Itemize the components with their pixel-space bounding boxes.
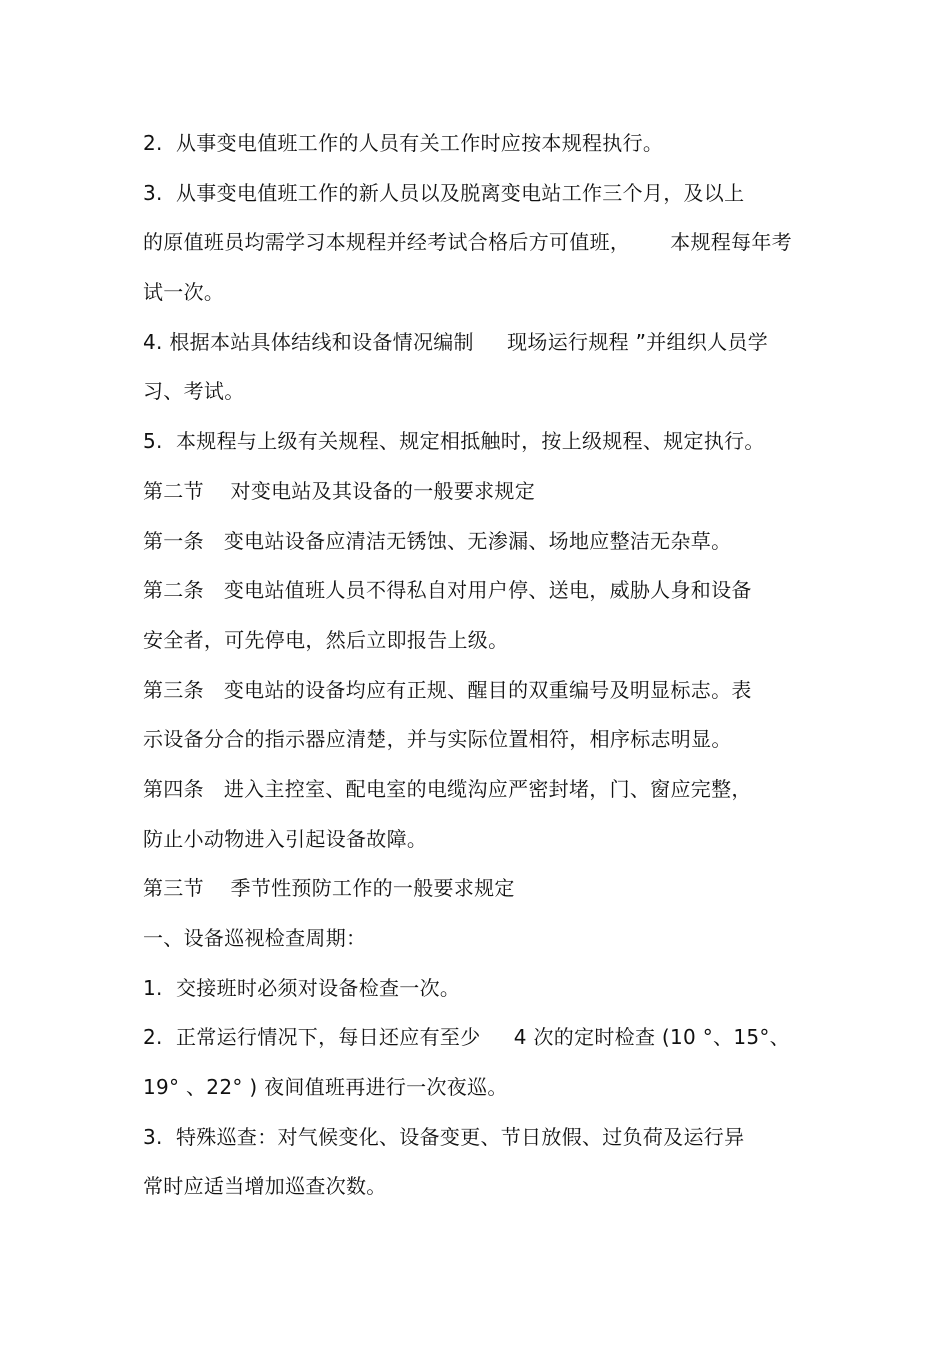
text-line: 第三条 变电站的设备均应有正规、醒目的双重编号及明显标志。表 [143, 678, 752, 702]
text-line: 的原值班员均需学习本规程并经考试合格后方可值班， 本规程每年考 [143, 230, 792, 254]
text-line: 安全者，可先停电，然后立即报告上级。 [143, 628, 509, 652]
text-line: 示设备分合的指示器应清楚，并与实际位置相符，相序标志明显。 [143, 727, 732, 751]
text-line: 3. 从事变电值班工作的新人员以及脱离变电站工作三个月，及以上 [143, 181, 745, 205]
text-line: 2. 从事变电值班工作的人员有关工作时应按本规程执行。 [143, 131, 664, 155]
text-line: 第一条 变电站设备应清洁无锈蚀、无渗漏、场地应整洁无杂草。 [143, 529, 732, 553]
text-line: 试一次。 [143, 280, 225, 304]
text-line: 一、设备巡视检查周期： [143, 926, 367, 950]
text-line: 习、考试。 [143, 379, 245, 403]
text-line: 第二条 变电站值班人员不得私自对用户停、送电，威胁人身和设备 [143, 578, 752, 602]
text-line: 3. 特殊巡查：对气候变化、设备变更、节日放假、过负荷及运行异 [143, 1125, 745, 1149]
text-line: 4. 根据本站具体结线和设备情况编制 现场运行规程 ”并组织人员学 [143, 330, 769, 354]
text-line: 防止小动物进入引起设备故障。 [143, 827, 428, 851]
section-heading: 第二节 对变电站及其设备的一般要求规定 [143, 479, 536, 503]
text-line: 19° 、22° ) 夜间值班再进行一次夜巡。 [143, 1075, 508, 1099]
text-line: 1. 交接班时必须对设备检查一次。 [143, 976, 461, 1000]
text-line: 2. 正常运行情况下，每日还应有至少 4 次的定时检查 (10 °、15°、 [143, 1025, 790, 1049]
text-line: 常时应适当增加巡查次数。 [143, 1174, 387, 1198]
text-line: 5. 本规程与上级有关规程、规定相抵触时，按上级规程、规定执行。 [143, 429, 765, 453]
text-line: 第四条 进入主控室、配电室的电缆沟应严密封堵，门、窗应完整， [143, 777, 752, 801]
section-heading: 第三节 季节性预防工作的一般要求规定 [143, 876, 515, 900]
